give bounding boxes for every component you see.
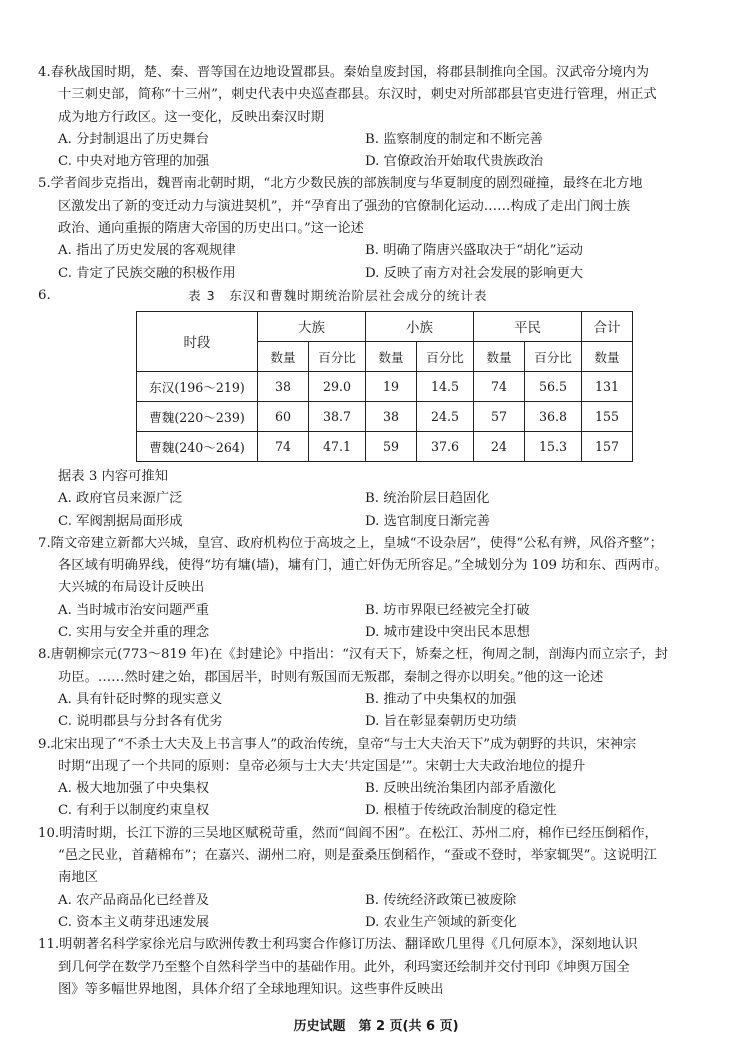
header-period: 时段 [137,311,258,371]
q4-option-d: D. 官僚政治开始取代贵族政治 [365,154,544,170]
table-cell: 曹魏(240～264) [137,431,258,461]
table-cell: 37.6 [417,431,474,461]
q10-options-row [38,890,718,912]
question-9 [38,734,718,823]
statistics-table [136,311,633,462]
table-caption: 表 3 东汉和曹魏时期统治阶层社会成分的统计表 [188,287,488,303]
q4-options-row [38,151,718,173]
q4-options-row [38,129,718,151]
table-cell: 57 [474,401,525,431]
q6-option-c: C. 军阀割据局面形成 [58,513,183,529]
q8-stem-line: 8.唐朝柳宗元(773～819 年)在《封建论》中指出：“汉有天下，矫秦之枉，徇周之制，剖海内而立宗子，封 [38,647,669,663]
q8-options-row [38,689,718,711]
q4-option-c: C. 中央对地方管理的加强 [58,154,210,170]
header-group-major-clans: 大族 [258,311,366,341]
q5-option-c: C. 肯定了民族交融的积极作用 [58,265,236,281]
question-10 [38,823,718,934]
q9-options-row [38,778,718,800]
q8-option-a: A. 具有针砭时弊的现实意义 [58,691,223,707]
table-cell: 24.5 [417,401,474,431]
q5-stem-line: 5.学者阎步克指出，魏晋南北朝时期，“北方少数民族的部族制度与华夏制度的剧烈碰撞，最终在北方地 [38,176,643,192]
q11-stem-line: 到几何学在数学乃至整个自然科学当中的基础作用。此外，利玛窦还绘制并交付刊印《坤舆万国全 [58,959,630,975]
q6-option-d: D. 选官制度日渐完善 [365,513,491,529]
q8-option-c: C. 说明郡县与分封各有优劣 [58,714,223,730]
q5-option-b: B. 明确了隋唐兴盛取决于“胡化”运动 [365,243,583,259]
subheader-cell: 百分比 [309,341,366,371]
q7-stem-line: 各区域有明确界线，使得“坊有墉(墙)，墉有门，逋亡奸伪无所容足。”全城划分为 109 坊和东、西两市。 [58,558,668,574]
q6-options-row [38,511,718,533]
q11-stem-line: 图》等多幅世界地图，具体介绍了全球地理知识。这些事件反映出 [58,981,444,997]
table-cell: 155 [582,401,633,431]
table-cell: 131 [582,371,633,401]
q7-option-a: A. 当时城市治安问题严重 [58,602,210,618]
table-cell: 29.0 [309,371,366,401]
q6-header [38,285,718,307]
table-row [137,401,633,431]
table-cell: 38 [258,371,309,401]
q6-options-row [38,488,718,510]
q6-number: 6. [38,287,51,303]
table-cell: 曹魏(220～239) [137,401,258,431]
q7-options-row [38,600,718,622]
table-cell: 59 [366,431,417,461]
q4-option-a: A. 分封制退出了历史舞台 [58,131,210,147]
q5-options-row [38,263,718,285]
table-cell: 38 [366,401,417,431]
table-cell: 74 [258,431,309,461]
q10-stem-line: 10.明清时期，长江下游的三吴地区赋税苛重，然而“闾阎不困”。在松江、苏州二府，棉作已经压倒稻作， [38,825,658,841]
table-cell: 47.1 [309,431,366,461]
table-cell: 15.3 [525,431,582,461]
q7-option-c: C. 实用与安全并重的理念 [58,625,210,641]
q8-option-d: D. 旨在彰显秦朝历史功绩 [365,714,517,730]
question-5 [38,173,718,284]
q5-stem-line: 区激发出了新的变迁动力与演进契机”，并“孕育出了强劲的官僚制化运动……构成了走出门阀士族 [58,198,631,214]
question-11 [38,934,718,1001]
q9-stem-line: 时期“出现了一个共同的原则：皇帝必须与士大夫‘共定国是’”。宋朝士大夫政治地位的提升 [58,758,586,774]
q9-option-a: A. 极大地加强了中央集权 [58,781,210,797]
q8-option-b: B. 推动了中央集权的加强 [365,691,517,707]
q10-option-b: B. 传统经济政策已被废除 [365,892,517,908]
q10-stem-line: “邑之民业，首藉棉布”；在嘉兴、湖州二府，则是蚕桑压倒稻作，“蚕或不登时，举家辄哭”。这说明江 [58,848,657,864]
table-cell: 36.8 [525,401,582,431]
q8-stem-line: 功臣。……然时建之始，郡国居半，时则有叛国而无叛郡，秦制之得亦以明矣。”他的这一论述 [58,669,604,685]
q5-option-d: D. 反映了南方对社会发展的影响更大 [365,265,584,281]
table-header-row [137,311,633,341]
q10-option-d: D. 农业生产领域的新变化 [365,914,517,930]
table-cell: 74 [474,371,525,401]
q7-option-b: B. 坊市界限已经被完全打破 [365,602,530,618]
question-4 [38,62,718,173]
q9-option-d: D. 根植于传统政治制度的稳定性 [365,803,557,819]
q11-stem-line: 11.明朝著名科学家徐光启与欧洲传教士利玛窦合作修订历法、翻译欧几里得《几何原本》，深刻地认识 [38,937,638,953]
q10-stem-line: 南地区 [58,870,98,886]
q8-options-row [38,711,718,733]
q5-options-row [38,240,718,262]
q9-options-row [38,800,718,822]
q4-stem-line: 4.春秋战国时期，楚、秦、晋等国在边地设置郡县。秦始皇废封国，将郡县制推向全国。汉武帝分境内为 [38,65,650,80]
q4-stem-line: 成为地方行政区。这一变化，反映出秦汉时期 [58,109,324,125]
subheader-cell: 数量 [258,341,309,371]
question-7 [38,533,718,644]
header-group-total: 合计 [582,311,633,341]
table-cell: 56.5 [525,371,582,401]
subheader-cell: 百分比 [417,341,474,371]
subheader-cell: 数量 [582,341,633,371]
q10-option-a: A. 农产品商品化已经普及 [58,892,210,908]
q7-stem-line: 大兴城的布局设计反映出 [58,580,205,596]
header-group-minor-clans: 小族 [366,311,474,341]
table-cell: 38.7 [309,401,366,431]
page-footer: 历史试题 第 2 页(共 6 页) [293,1019,459,1034]
table-cell: 19 [366,371,417,401]
q7-stem-line: 7.隋文帝建立新都大兴城，皇宫、政府机构位于高坡之上，皇城“不设杂居”，使得“公私有辨，风俗齐整”； [38,535,663,551]
q10-option-c: C. 资本主义萌芽迅速发展 [58,914,210,930]
q7-options-row [38,622,718,644]
table-cell: 60 [258,401,309,431]
q4-option-b: B. 监察制度的制定和不断完善 [365,131,543,147]
table-cell: 东汉(196～219) [137,371,258,401]
q9-option-b: B. 反映出统治集团内部矛盾激化 [365,781,557,797]
q6-option-a: A. 政府官员来源广泛 [58,491,183,507]
q4-stem-line: 十三刺史部，简称“十三州”，刺史代表中央巡查郡县。东汉时，刺史对所部郡县官吏进行管理，州正式 [58,87,657,103]
header-group-commoners: 平民 [474,311,582,341]
q9-stem-line: 9.北宋出现了“不杀士大夫及上书言事人”的政治传统，皇帝“与士大夫治天下”成为朝野的共识，宋神宗 [38,736,637,752]
subheader-cell: 数量 [474,341,525,371]
q5-stem-line: 政治、通向重振的隋唐大帝国的历史出口。”这一论述 [58,221,364,237]
q10-options-row [38,912,718,934]
subheader-cell: 百分比 [525,341,582,371]
table-cell: 14.5 [417,371,474,401]
q6-option-b: B. 统治阶层日趋固化 [365,491,490,507]
q6-prompt: 据表 3 内容可推知 [58,468,168,484]
q9-option-c: C. 有利于以制度约束皇权 [58,803,210,819]
table-row [137,371,633,401]
subheader-cell: 数量 [366,341,417,371]
question-8 [38,644,718,733]
q5-option-a: A. 指出了历史发展的客观规律 [58,243,236,259]
table-cell: 24 [474,431,525,461]
q7-option-d: D. 城市建设中突出民本思想 [365,625,530,641]
question-6 [38,285,718,533]
table-cell: 157 [582,431,633,461]
exam-page [38,62,718,1001]
table-row [137,431,633,461]
